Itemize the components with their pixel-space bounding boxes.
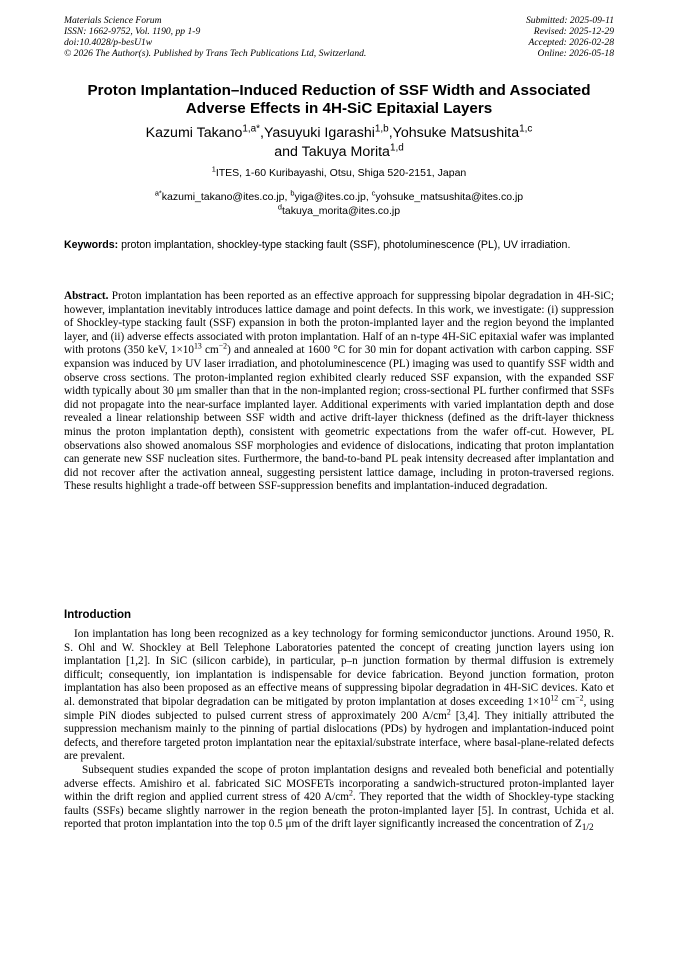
author-affil-sup: 1,a*: [242, 123, 261, 135]
exponent: 12: [550, 693, 559, 703]
authors-line-1: Kazumi Takano$^{1,a*}$,Yasuyuki Igarashi$^{1,b}$,Yohsuke Matsushita$^{1,c}$: [145, 123, 533, 141]
copyright-line: © 2026 The Author(s). Published by Trans Tech Publications Ltd, Switzerland.: [64, 48, 367, 59]
paragraph-text: . They reported that the width of Shockley-type stacking faults (SSFs) became slightly narrower in the region beneath the proton-implanted layer [5]. In contrast, Uchida et al. reported that proton implantation into the top 0.5 μm of the drift layer significantly increased the concentration of Z: [64, 791, 614, 831]
abstract-text: ) and annealed at 1600 °C for 30 min for dopant activation with carbon capping. SSF expansion was induced by UV laser irradiation, and photoluminescence (PL) imaging was used to quantify SSF width and observe cross sections. The proton-implanted region exhibited clearly reduced SSF expansion, with the expanded SSF width typically about 30 μm smaller than that in the non-implanted region; cross-sectional PL further confirmed that SSFs did not propagate into the near-surface implanted layer. Additional experiments with varied implantation depth and dose revealed a linear relationship between SSF width and active drift-layer thickness (defined as the drift-layer thickness minus the proton implantation depth), consistent with geometric expectations from the wafer off-cut. However, PL observations also showed anomalous SSF morphologies and evidence of dislocations, indicating that proton implantation can generate new SSF nucleation sites. Furthermore, the band-to-band PL peak intensity decreased after implantation and did not recover after the activation anneal, suggesting persistent lattice damage, including in proton-traversed regions. These results highlight a trade-off between SSF-suppression benefits and implantation-induced degradation.: [64, 344, 615, 493]
emails-line-1: $^{a*}$kazumi_takano@ites.co.jp, $^b$yiga@ites.co.jp, $^c$yohsuke_matsushita@ites.co.jp: [154, 188, 524, 203]
email-link[interactable]: takuya_morita@ites.co.jp: [282, 205, 401, 217]
email-sup: a*: [154, 188, 162, 198]
abstract-label: Abstract.: [64, 290, 109, 302]
abstract-text: Proton implantation has been reported as an effective approach for suppressing bipolar degradation in 4H-SiC; however, implantation inevitably introduces lattice damage and point defects. In this work, we investigate: (i) suppression of Shockley-type stacking fault (SSF) expansion in both the proton-implanted layer and the region beyond the implanted layer, and (ii) adverse effects associated with proton implantation. Half of an n-type 4H-SiC epitaxial wafer was implanted with protons (350 keV, 1×10: [64, 290, 614, 357]
author-affil-sup: 1,d: [389, 142, 404, 154]
dates-header: [394, 15, 614, 59]
keywords: [64, 238, 614, 252]
exponent: −2: [218, 341, 228, 351]
affiliation-text: ITES, 1-60 Kuribayashi, Otsu, Shiga 520-2151, Japan: [215, 167, 467, 179]
journal-name: Materials Science Forum: [64, 15, 162, 26]
email-link[interactable]: yohsuke_matsushita@ites.co.jp: [375, 191, 524, 203]
affiliation-sup: 1: [211, 164, 216, 174]
online-date: Online: 2026-05-18: [537, 48, 614, 59]
email-link[interactable]: yiga@ites.co.jp: [294, 191, 366, 203]
author-affil-sup: 1,b: [374, 123, 389, 135]
emails-line-2: [40, 204, 638, 218]
email-sup: b: [290, 188, 295, 198]
intro-paragraph-1: [64, 628, 614, 764]
authors-line-2: [40, 143, 638, 162]
abstract-text: cm: [201, 344, 219, 357]
keywords-text: proton implantation, shockley-type stacking fault (SSF), photoluminescence (PL), UV irradiation.: [118, 239, 571, 251]
intro-paragraph-2: [64, 764, 614, 836]
author-name: Yasuyuki Igarashi: [263, 125, 375, 141]
author-emails: [40, 190, 638, 218]
accepted-date: Accepted: 2026-02-28: [528, 37, 614, 48]
exponent: 13: [193, 341, 202, 351]
doi-line[interactable]: doi:10.4028/p-besU1w: [64, 37, 153, 48]
author-name: Takuya Morita: [301, 144, 390, 160]
email-sup: c: [371, 188, 376, 198]
paragraph-text: , using simple PiN diodes subjected to pulsed current stress of approximately 200 A/cm: [64, 695, 614, 722]
abstract: [64, 290, 614, 494]
paragraph-text: Ion implantation has long been recognized as a key technology for forming semiconductor junctions. Around 1950, R. S. Ohl and W. Shockley at Bell Telephone Laboratories patented the concept of creating junction layers using ion implantation [1,2]. In SiC (silicon carbide), in particular, p–n junction formation by thermal diffusion is extremely difficult; consequently, ion implantation is indispensable for device fabrication. Beyond junction formation, proton implantation has also been proposed as an effective means of suppressing bipolar degradation in 4H-SiC devices. Kato et al. demonstrated that bipolar degradation can be mitigated by proton implantation at doses exceeding 1×10: [64, 628, 614, 708]
author-name: Kazumi Takano: [145, 125, 243, 141]
journal-header: [64, 15, 444, 59]
author-name: Yohsuke Matsushita: [392, 125, 520, 141]
paragraph-text: cm: [558, 695, 576, 708]
author-list: [40, 124, 638, 162]
affiliation: [40, 164, 638, 180]
issn-line: ISSN: 1662-9752, Vol. 1190, pp 1-9: [64, 26, 201, 37]
email-link[interactable]: kazumi_takano@ites.co.jp: [161, 191, 285, 203]
author-conjunction: and: [274, 144, 302, 160]
paragraph-text: [3,4]. They initially attributed the suppression mechanism mainly to the pinning of partial dislocations (PDs) by hydrogen and implantation-induced point defects, and therefore targeted proton implantation near the epitaxial/substrate interface, where basal-plane-related defects are prevalent.: [64, 709, 615, 763]
title-line-1: Proton Implantation–Induced Reduction of SSF Width and Associated: [87, 82, 591, 99]
author-affil-sup: 1,c: [519, 123, 533, 135]
introduction-body: [64, 628, 614, 836]
paragraph-text: Subsequent studies expanded the scope of proton implantation designs and revealed both beneficial and potentially adverse effects. Amishiro et al. fabricated SiC MOSFETs incorporating a sandwich-structured proton-implanted layer within the drift region and applied current stress of 420 A/cm: [64, 763, 614, 804]
exponent: 2: [348, 788, 353, 798]
subscript: 1/2: [581, 823, 594, 834]
paper-title: [40, 82, 638, 118]
keywords-label: Keywords:: [64, 239, 119, 251]
exponent: 2: [446, 706, 451, 716]
exponent: −2: [575, 693, 584, 703]
email-sup: d: [277, 202, 283, 212]
submitted-date: Submitted: 2025-09-11: [525, 15, 614, 26]
revised-date: Revised: 2025-12-29: [533, 26, 614, 37]
section-heading-introduction: Introduction: [64, 609, 132, 621]
title-line-2: Adverse Effects in 4H-SiC Epitaxial Layers: [185, 100, 493, 117]
